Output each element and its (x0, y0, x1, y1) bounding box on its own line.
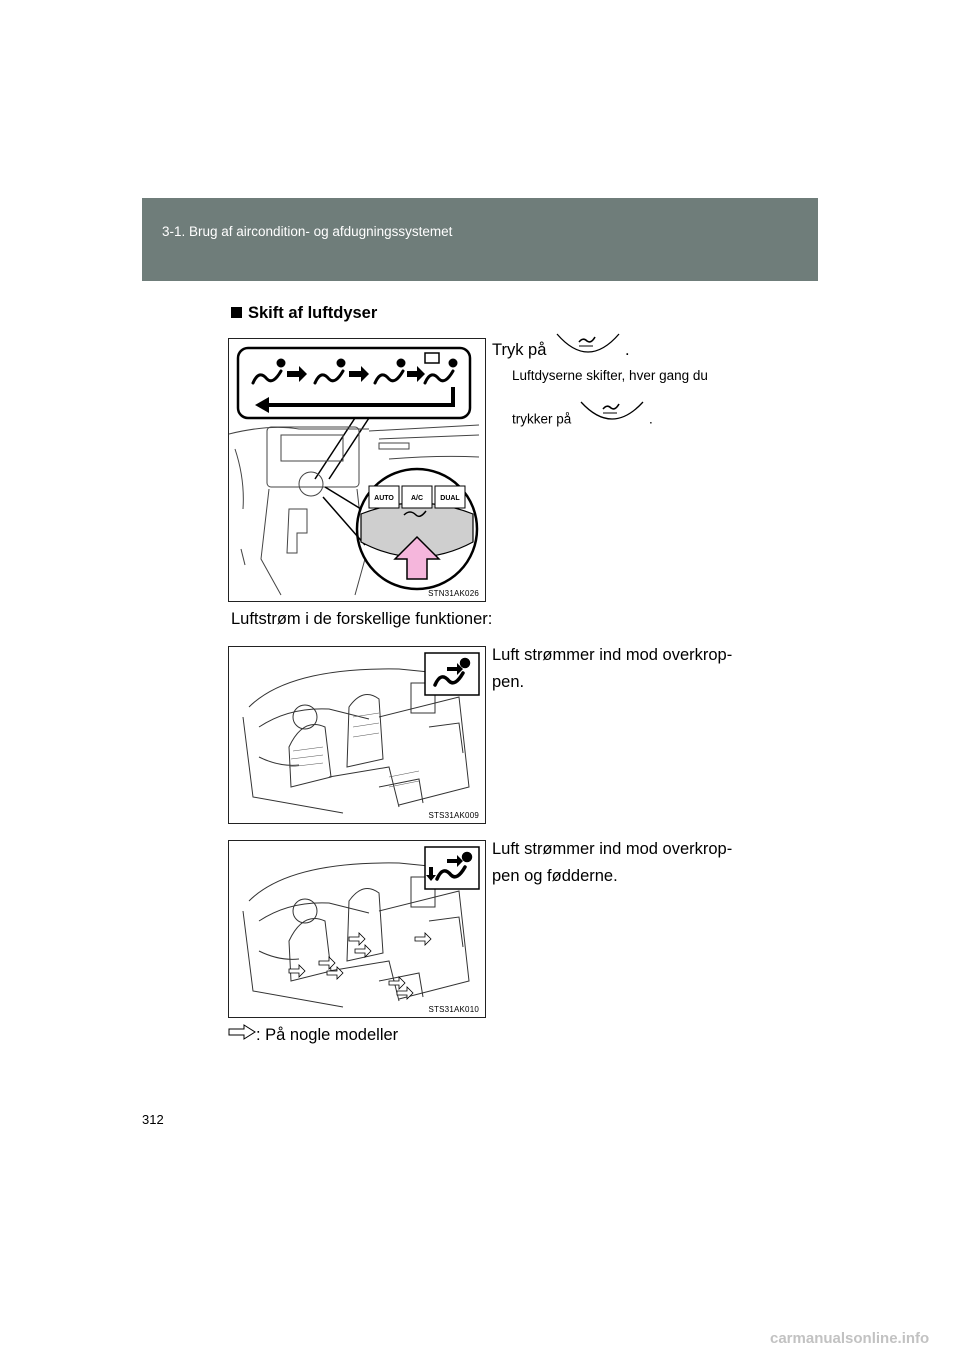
mode-description: Luft strømmer ind mod overkrop- pen og fødderne. (492, 840, 733, 885)
chapter-title: 3-1. Brug af aircondition- og afdugningssystemet (162, 224, 453, 239)
cabin-illustration (229, 647, 485, 823)
cabin-illustration (229, 841, 485, 1017)
instruction-text: Tryk på . (492, 330, 630, 371)
flow-intro: Luftstrøm i de forskellige funktioner: (231, 610, 493, 628)
section-title: Skift af luftdyser (231, 304, 377, 323)
page-number: 312 (142, 1112, 164, 1127)
ac-button: A/C (410, 495, 424, 502)
square-bullet-icon (231, 307, 242, 318)
figure-code: STS31AK009 (428, 811, 479, 820)
figure-code: STN31AK026 (428, 589, 479, 598)
auto-button: AUTO (374, 495, 394, 502)
note-line-1: Luftdyserne skifter, hver gang du (512, 368, 708, 383)
figure-upper-body-feet-mode (228, 840, 486, 1018)
figure-code: STS31AK010 (428, 1005, 479, 1014)
legend: : På nogle modeller (228, 1022, 398, 1049)
mode-description: Luft strømmer ind mod overkrop- pen. (492, 646, 733, 691)
watermark: carmanualsonline.info (770, 1330, 930, 1347)
dashboard-illustration (229, 339, 485, 601)
optional-arrow-icon (228, 1022, 256, 1049)
figure-mode-button (228, 338, 486, 602)
note-line-2: trykker på . (512, 398, 653, 442)
chapter-header (142, 198, 818, 281)
figure-upper-body-mode (228, 646, 486, 824)
mode-button-icon (579, 398, 645, 442)
dual-button: DUAL (440, 495, 460, 502)
